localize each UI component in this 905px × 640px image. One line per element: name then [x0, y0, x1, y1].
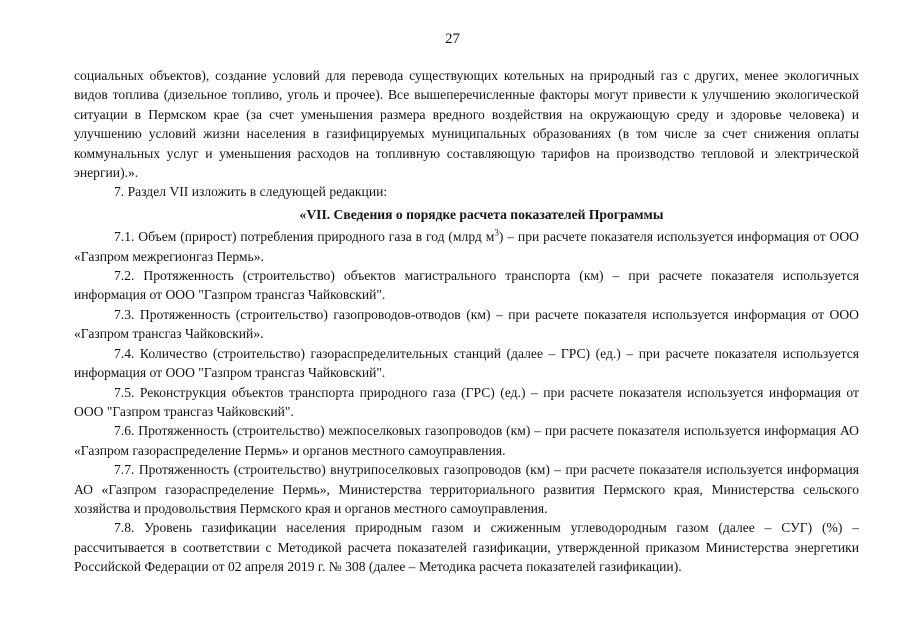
- item-7-1: [74, 227, 859, 266]
- item-7-5: 7.5. Реконструкция объектов транспорта природного газа (ГРС) (ед.) – при расчете показателя используется информация от ООО "Газпром трансгаз Чайковский".: [74, 384, 859, 419]
- item-7-3: 7.3. Протяженность (строительство) газопроводов-отводов (км) – при расчете показателя используется информация от ООО «Газпром трансгаз Чайковский».: [74, 306, 859, 342]
- item-7-8: 7.8. Уровень газификации населения природным газом и сжиженным углеводородным газом (далее – СУГ) (%) – рассчитывается в соответствии с Методикой расчета показателей газификации, утвержденной приказом Министерства энергетики Российской Федерации от 02 апреля 2019 г. № 308 (далее – Методика расчета показателей газификации).: [74, 520, 859, 575]
- page-number: 27: [445, 31, 460, 47]
- item-7-1-text: 7.1. Объем (прирост) потребления природного газа в год (млрд м: [114, 229, 495, 245]
- item-7-1-text-end: ) – при расчете показателя используется информация от ООО «Газпром межрегионгаз Пермь».: [74, 229, 859, 264]
- paragraph-section-instruction: 7. Раздел VII изложить в следующей редакции:: [114, 184, 388, 200]
- paragraph-intro-continuation: социальных объектов), создание условий для перевода существующих котельных на природный газ с других, менее экологичных видов топлива (дизельное топливо, уголь и прочее). Все вышеперечисленные факторы могут привести к улучшению экологической ситуации в Пермском крае (за счет уменьшения размера вредного воздействия на окружающую среду и здоровье человека) и улучшению условий жизни населения в газифицируемых муниципальных образованиях (в том числе за счет снижения оплаты коммунальных услуг и уменьшения расходов на топливную составляющую тарифов на производство тепловой и электрической энергии).».: [74, 68, 859, 181]
- item-7-2: 7.2. Протяженность (строительство) объектов магистрального транспорта (км) – при расчете показателя используется информация от ООО "Газпром трансгаз Чайковский".: [74, 268, 859, 303]
- document-body: [74, 66, 859, 577]
- section-heading: «VII. Сведения о порядке расчета показателей Программы: [299, 206, 664, 222]
- item-7-6: 7.6. Протяженность (строительство) межпоселковых газопроводов (км) – при расчете показателя используется информация АО «Газпром газораспределение Пермь» и органов местного самоуправления.: [74, 423, 859, 458]
- item-7-7: 7.7. Протяженность (строительство) внутрипоселковых газопроводов (км) – при расчете показателя используется информация АО «Газпром газораспределение Пермь», Министерства территориального развития Пермского края, Министерства сельского хозяйства и продовольствия Пермского края и органов местного самоуправления.: [74, 462, 859, 516]
- item-7-4: 7.4. Количество (строительство) газораспределительных станций (далее – ГРС) (ед.) – при расчете показателя используется информация от ООО "Газпром трансгаз Чайковский".: [74, 345, 859, 381]
- item-7-1-superscript: 3: [494, 227, 499, 238]
